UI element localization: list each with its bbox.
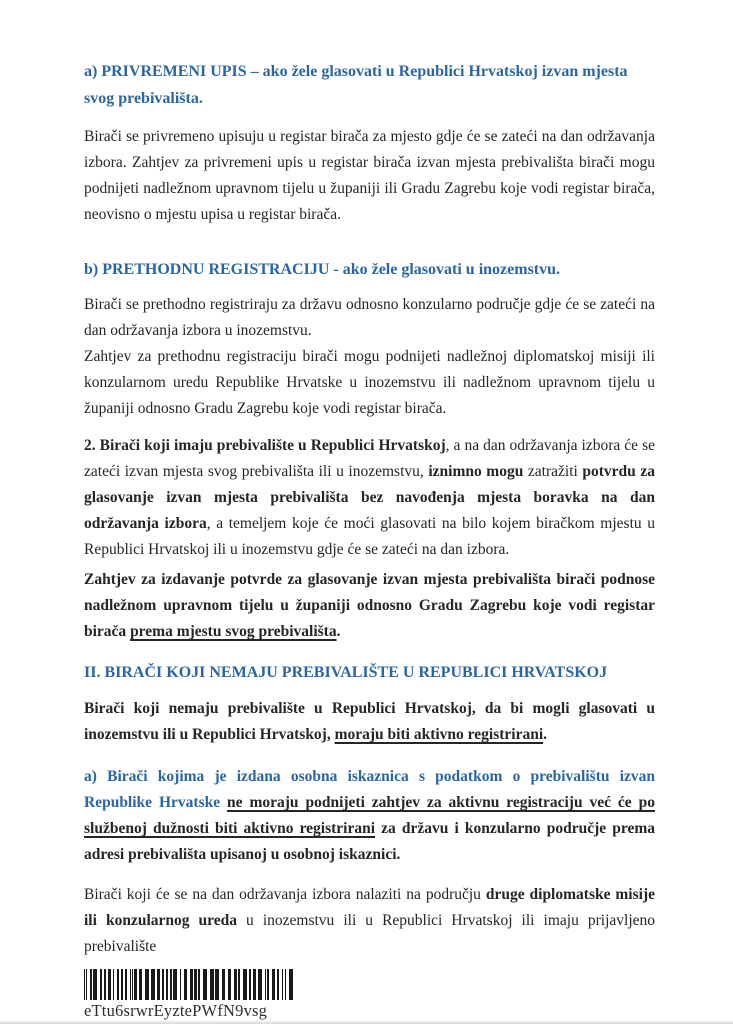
barcode-text: eTtu6srwrEyztePWfN9vsg	[84, 1001, 268, 1020]
para-prethodna-registracija-2: Zahtjev za prethodnu registraciju birači mogu podnijeti nadležnoj diplomatskoj misiji ili konzularnom uredu Republike Hrvatske u inozemstvu ili nadležnom upravnom tijelu u županiji odnosno Gradu Zagrebu koje vodi registar birača.	[84, 348, 655, 417]
section-a-heading: a) PRIVREMENI UPIS – ako žele glasovati u Republici Hrvatskoj izvan mjesta svog prebivališta.	[84, 63, 628, 107]
para-druga-misija: Birači koji će se na dan održavanja izbora nalaziti na području druge diplomatske misije ili konzularnog ureda u inozemstvu ili u Republici Hrvatskoj ili imaju prijavljeno prebivalište	[84, 886, 656, 955]
barcode	[84, 969, 655, 1021]
section-ii-heading: II. BIRAČI KOJI NEMAJU PREBIVALIŠTE U REPUBLICI HRVATSKOJ	[84, 664, 608, 681]
para-prethodna-registracija-1: Birači se prethodno registriraju za državu odnosno konzularno područje gdje će se zateći na dan održavanja izbora u inozemstvu.	[84, 296, 655, 339]
barcode-image	[84, 969, 293, 1000]
section-b-heading: b) PRETHODNU REGISTRACIJU - ako žele glasovati u inozemstvu.	[84, 261, 561, 278]
para-zahtjev-potvrda: Zahtjev za izdavanje potvrde za glasovanje izvan mjesta prebivališta birači podnose nadležnom upravnom tijelu u županiji odnosno Gradu Zagrebu koje vodi registar birača prema mjestu svog prebivališta.	[84, 571, 655, 640]
para-privremeni-upis: Birači se privremeno upisuju u registar birača za mjesto gdje će se zateći na dan održavanja izbora. Zahtjev za privremeni upis u registar birača izvan mjesta prebivališta birači mogu podnijeti nadležnom upravnom tijelu u županiji ili Gradu Zagrebu koje vodi registar birača, neovisno o mjestu upisa u registar birača.	[84, 128, 655, 223]
para-nemaju-prebivaliste: Birači koji nemaju prebivalište u Republici Hrvatskoj, da bi mogli glasovati u inozemstvu ili u Republici Hrvatskoj, moraju biti aktivno registrirani.	[84, 700, 655, 743]
scan-edge-artifact	[0, 1020, 733, 1024]
para-osobna-iskaznica: a) Birači kojima je izdana osobna iskaznica s podatkom o prebivalištu izvan Republike Hrvatske ne moraju podnijeti zahtjev za aktivnu registraciju već će po službenoj dužnosti biti aktivno registrirani za državu i konzularno područje prema adresi prebivališta upisanoj u osobnoj iskaznici.	[84, 768, 656, 863]
para-2-biraci-prebivaliste: 2. Birači koji imaju prebivalište u Republici Hrvatskoj, a na dan održavanja izbora će se zateći izvan mjesta svog prebivališta ili u inozemstvu, iznimno mogu zatražiti potvrdu za glasovanje izvan mjesta prebivališta bez navođenja mjesta boravka na dan održavanja izbora, a temeljem koje će moći glasovati na bilo kojem biračkom mjestu u Republici Hrvatskoj ili u inozemstvu gdje će se zateći na dan izbora.	[84, 437, 655, 558]
